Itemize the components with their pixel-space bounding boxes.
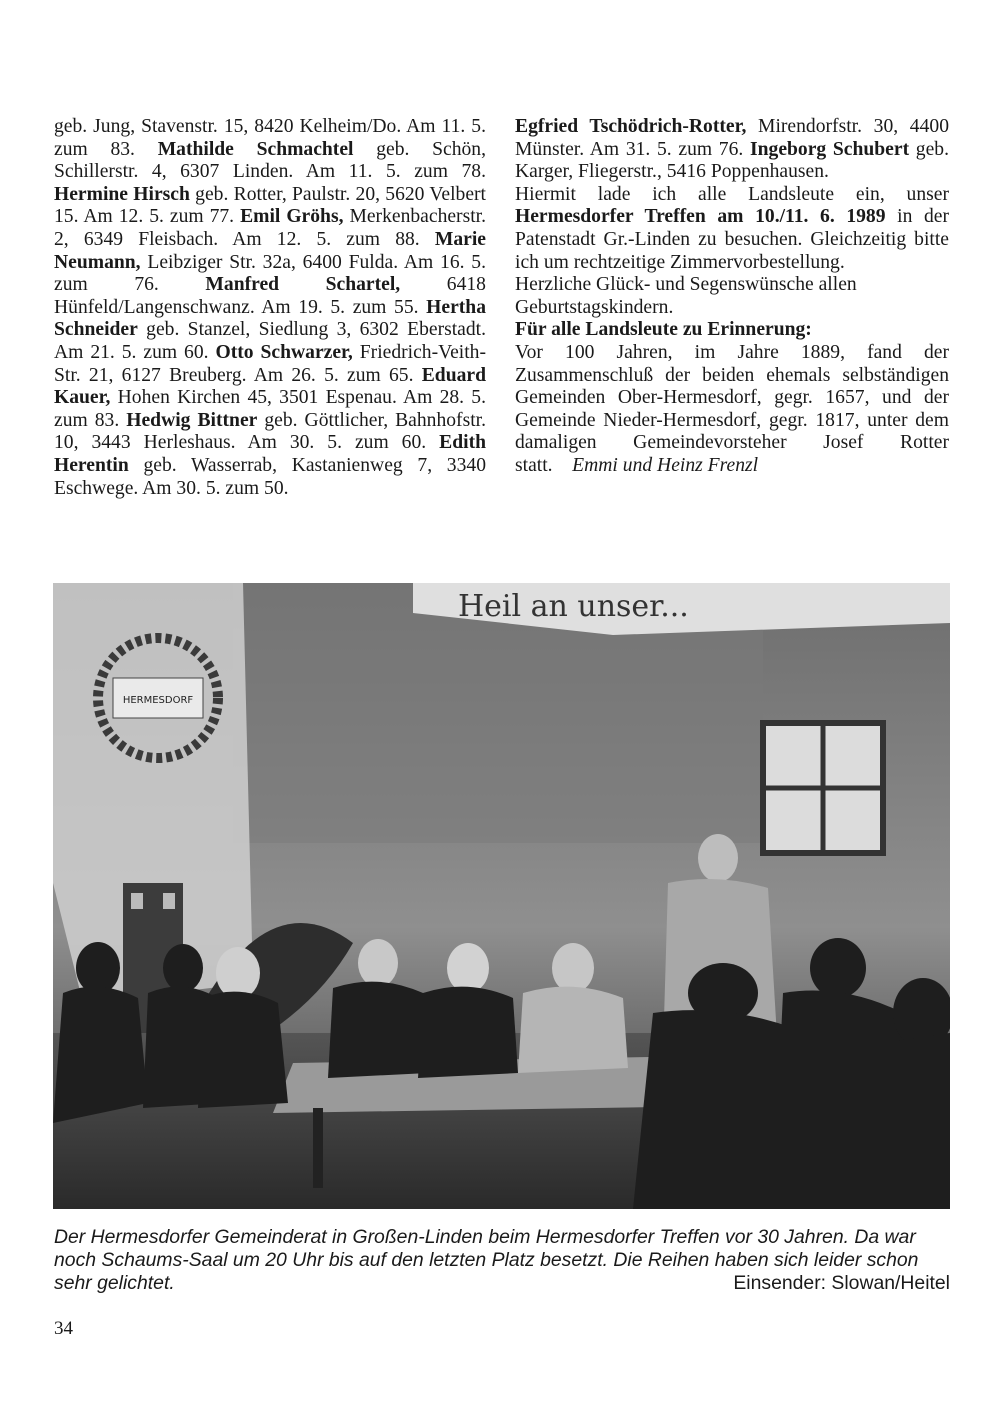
birthday-list-continued: [515, 116, 949, 184]
text-segment: Hohen Kirchen 45, 3501 Espenau. Am 28. 5. zum 83.: [54, 387, 486, 431]
text-segment: Mirendorfstr. 30, 4400 Münster. Am 31. 5. zum 76.: [515, 116, 949, 160]
tower-window: [131, 893, 143, 909]
person-name: Hedwig Bittner: [126, 409, 258, 431]
person-name: Egfried Tschödrich-Rotter,: [515, 116, 747, 137]
person-name: Edith Herentin: [54, 432, 486, 476]
text-segment: in der Patenstadt Gr.-Linden zu besuchen. Gleichzeitig bitte ich um rechtzeitige Zimmervorbestellung.: [515, 206, 949, 273]
text-segment: Vor 100 Jahren, im Jahre 1889, fand der Zusammenschluß der beiden ehemals selbständigen Gemeinden Ober-Hermesdorf, gegr. 1657, und der Gemeinde Nieder-Hermesdorf, gegr. 1817, unter dem damaligen Gemeindevorsteher Josef Rotter statt.: [515, 341, 949, 476]
tower-window: [163, 893, 175, 909]
person-name: Manfred Schartel,: [205, 274, 401, 296]
photo-credit: Einsender: Slowan/Heitel: [733, 1271, 950, 1294]
left-column: [54, 116, 486, 500]
person-name: Mathilde Schmachtel: [157, 138, 354, 160]
right-column: [515, 116, 949, 478]
text-segment: geb. Schön, Schillerstr. 4, 6307 Linden. Am 11. 5. zum 78.: [54, 138, 487, 183]
person-name: Marie Neumann,: [54, 228, 486, 273]
history-paragraph: [515, 342, 949, 478]
person-name: Otto Schwarzer,: [215, 341, 353, 363]
heading-text: Für alle Landsleute zu Erinnerung:: [515, 319, 812, 341]
person-name: Hertha Schneider: [54, 296, 486, 341]
person-name: Hermine Hirsch: [54, 183, 190, 205]
person-name: Eduard Kauer,: [54, 364, 486, 409]
photo-caption: [54, 1226, 950, 1294]
wishes-paragraph: Herzliche Glück- und Segenswünsche allen Geburtstagskindern.: [515, 274, 857, 318]
text-segment: geb. Karger, Fliegerstr., 5416 Poppenhausen.: [515, 138, 949, 183]
author-signature: Emmi und Heinz Frenzl: [572, 454, 759, 476]
person-name: Emil Gröhs,: [240, 206, 344, 228]
history-heading: [515, 319, 949, 342]
text-segment: 6418 Hünfeld/Langenschwanz. Am 19. 5. zum 55.: [54, 274, 486, 318]
text-segment: Hiermit lade ich alle Landsleute ein, unser: [515, 183, 949, 205]
text-segment: geb. Jung, Stavenstr. 15, 8420 Kelheim/Do. Am 11. 5. zum 83.: [54, 116, 486, 160]
text-segment: geb. Göttlicher, Bahnhofstr. 10, 3443 Herleshaus. Am 30. 5. zum 60.: [54, 409, 486, 454]
text-segment: Friedrich-Veith-Str. 21, 6127 Breuberg. Am 26. 5. zum 65.: [54, 341, 487, 386]
caption-text: Der Hermesdorfer Gemeinderat in Großen-Linden beim Hermesdorfer Treffen vor 30 Jahren. Da war noch Schaums-Saal um 20 Uhr bis auf den letzten Platz besetzt. Die Reihen haben sich leider schon sehr gelichtet.: [54, 1226, 919, 1294]
banner-text: Heil an unser...: [458, 589, 689, 624]
text-segment: geb. Rotter, Paulstr. 20, 5620 Velbert 15. Am 12. 5. zum 77.: [54, 183, 486, 228]
photo-illustration: [53, 583, 950, 1209]
text-segment: geb. Wasserrab, Kastanienweg 7, 3340 Eschwege. Am 30. 5. zum 50.: [54, 454, 486, 499]
meeting-photo: [53, 583, 950, 1209]
text-segment: geb. Stanzel, Siedlung 3, 6302 Eberstadt. Am 21. 5. zum 60.: [54, 319, 486, 363]
birthday-list: [54, 116, 486, 500]
table-leg: [313, 1108, 323, 1188]
text-segment: Merkenbacherstr. 2, 6349 Fleisbach. Am 12. 5. zum 88.: [54, 206, 486, 250]
person-name: Ingeborg Schubert: [750, 138, 910, 160]
invitation-paragraph: [515, 184, 949, 274]
wreath-text: HERMESDORF: [122, 695, 194, 706]
meeting-date: Hermesdorfer Treffen am 10./11. 6. 1989: [515, 206, 886, 228]
text-segment: Leibziger Str. 32a, 6400 Fulda. Am 16. 5. zum 76.: [54, 251, 486, 296]
page-number: 34: [54, 1318, 73, 1339]
